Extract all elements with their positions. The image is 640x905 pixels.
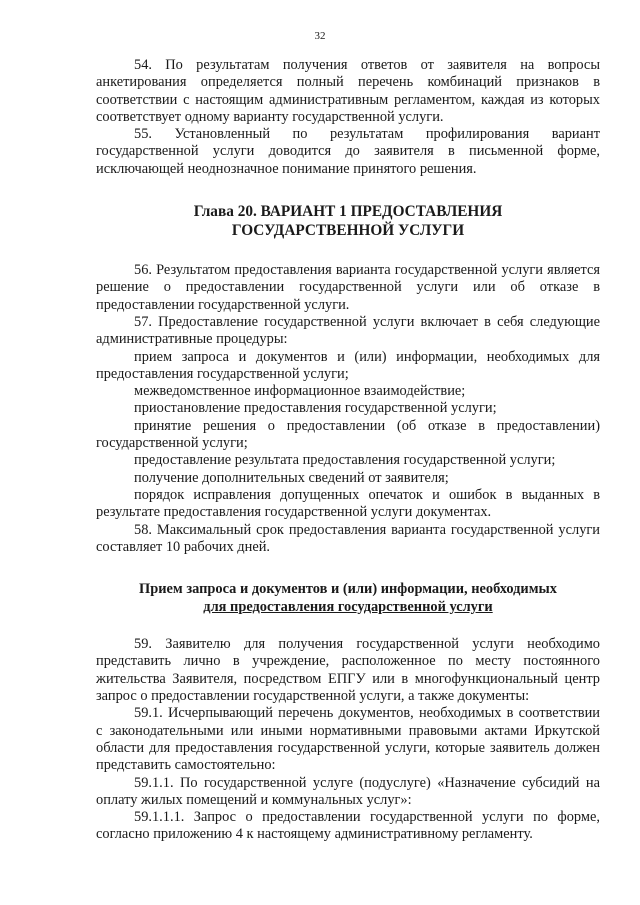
- procedure-item: порядок исправления допущенных опечаток и ошибок в выданных в результате предоставления государственной услуги документах.: [96, 486, 600, 521]
- paragraph-57: 57. Предоставление государственной услуги включает в себя следующие административные процедуры:: [96, 313, 600, 348]
- paragraph-59: 59. Заявителю для получения государственной услуги необходимо представить лично в учреждение, расположенное по месту постоянного жительства Заявителя, посредством ЕПГУ или в многофункциональный центр запрос о предоставлении государственной услуги, а также документы:: [96, 636, 600, 705]
- paragraph-55: 55. Установленный по результатам профилирования вариант государственной услуги доводится до заявителя в письменной форме, исключающей неоднозначное понимание принятого решения.: [96, 126, 600, 177]
- paragraph-59-1-1: 59.1.1. По государственной услуге (подуслуге) «Назначение субсидий на оплату жилых помещений и коммунальных услуг»:: [96, 774, 600, 808]
- page-number: 32: [314, 30, 326, 42]
- document-body: [96, 57, 600, 844]
- section-heading-line1: Прием запроса и документов и (или) информации, необходимых: [139, 581, 557, 598]
- section-heading: [96, 580, 600, 616]
- paragraph-58: 58. Максимальный срок предоставления варианта государственной услуги составляет 10 рабочих дней.: [96, 521, 600, 555]
- procedure-item: приостановление предоставления государственной услуги;: [134, 400, 497, 417]
- procedure-item: прием запроса и документов и (или) информации, необходимых для предоставления государственной услуги;: [96, 348, 600, 382]
- paragraph-56: 56. Результатом предоставления варианта государственной услуги является решение о предоставлении государственной услуги или об отказе в предоставлении государственной услуги.: [96, 262, 600, 313]
- procedure-item: межведомственное информационное взаимодействие;: [134, 383, 466, 400]
- paragraph-59-1-1-1: 59.1.1.1. Запрос о предоставлении государственной услуги по форме, согласно приложению 4 к настоящему административному регламенту.: [96, 809, 600, 843]
- paragraph-59-1: 59.1. Исчерпывающий перечень документов, необходимых в соответствии с законодательными или иными нормативными правовыми актами Иркутской области для предоставления государственной услуги, которые заявитель должен представить самостоятельно:: [96, 705, 600, 774]
- procedure-item: принятие решения о предоставлении (об отказе в предоставлении) государственной услуги;: [96, 417, 600, 452]
- procedure-item: предоставление результата предоставления государственной услуги;: [134, 452, 556, 469]
- section-heading-line2: для предоставления государственной услуги: [203, 599, 493, 616]
- chapter-heading: [96, 202, 600, 240]
- chapter-heading-line1: Глава 20. ВАРИАНТ 1 ПРЕДОСТАВЛЕНИЯ: [193, 203, 503, 221]
- paragraph-54: 54. По результатам получения ответов от заявителя на вопросы анкетирования определяется полный перечень комбинаций признаков в соответствии с настоящим административным регламентом, каждая из которых соответствует одному варианту государственной услуги.: [96, 57, 600, 125]
- chapter-heading-line2: ГОСУДАРСТВЕННОЙ УСЛУГИ: [231, 222, 465, 240]
- procedure-item: получение дополнительных сведений от заявителя;: [134, 469, 449, 486]
